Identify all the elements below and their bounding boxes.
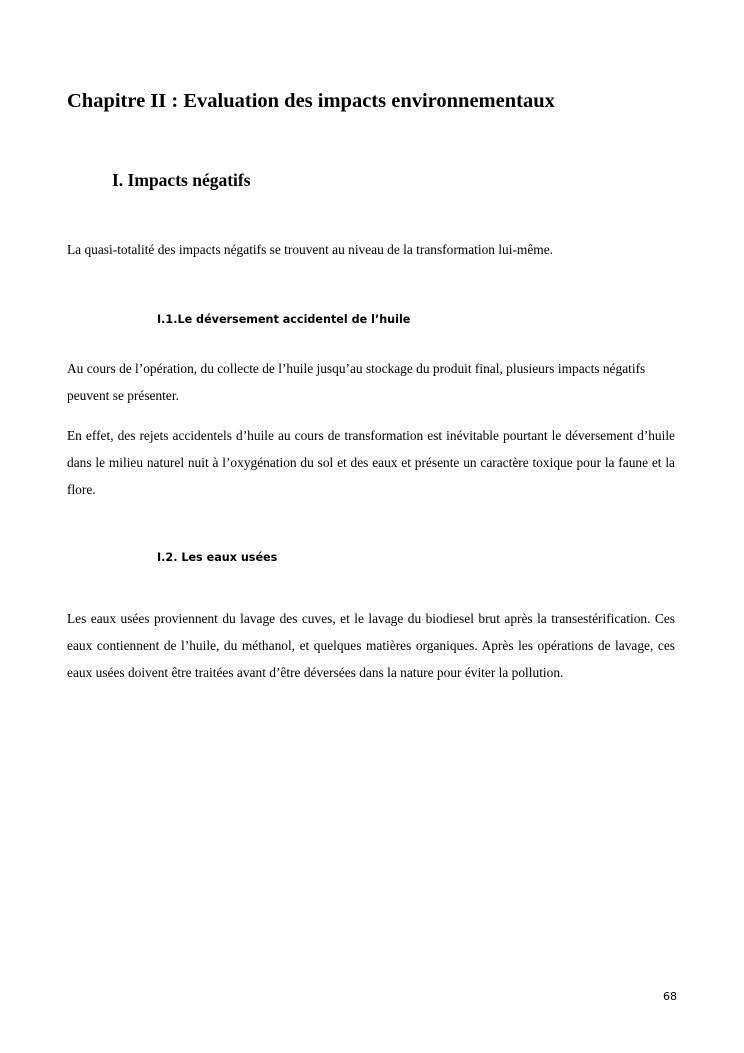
subsection-2-paragraph-1: Les eaux usées proviennent du lavage des cuves, et le lavage du biodiesel brut après la transestérification. Ces eaux contiennent de l’huile, du méthanol, et quelques matières organiques. Après les opérations de lavage, ces eaux usées doivent être traitées avant d’être déversées dans la nature pour éviter la pollution. xyxy=(67,611,675,680)
subsection-1-paragraph-2: En effet, des rejets accidentels d’huile au cours de transformation est inévitable pourtant le déversement d’huile dans le milieu naturel nuit à l’oxygénation du sol et des eaux et présente un caractère toxique pour la faune et la flore. xyxy=(67,428,675,497)
section-title: I. Impacts négatifs xyxy=(112,170,251,190)
page-number: 68 xyxy=(663,990,677,1003)
subsection-1-paragraph-1: Au cours de l’opération, du collecte de l’huile jusqu’au stockage du produit final, plusieurs impacts négatifs peuvent se présenter. xyxy=(67,361,646,403)
chapter-title: Chapitre II : Evaluation des impacts environnementaux xyxy=(67,90,555,112)
subsection-2-heading: I.2. Les eaux usées xyxy=(157,551,278,564)
intro-paragraph: La quasi-totalité des impacts négatifs se trouvent au niveau de la transformation lui-même. xyxy=(67,242,553,257)
subsection-1-heading: I.1.Le déversement accidentel de l’huile xyxy=(157,313,411,326)
